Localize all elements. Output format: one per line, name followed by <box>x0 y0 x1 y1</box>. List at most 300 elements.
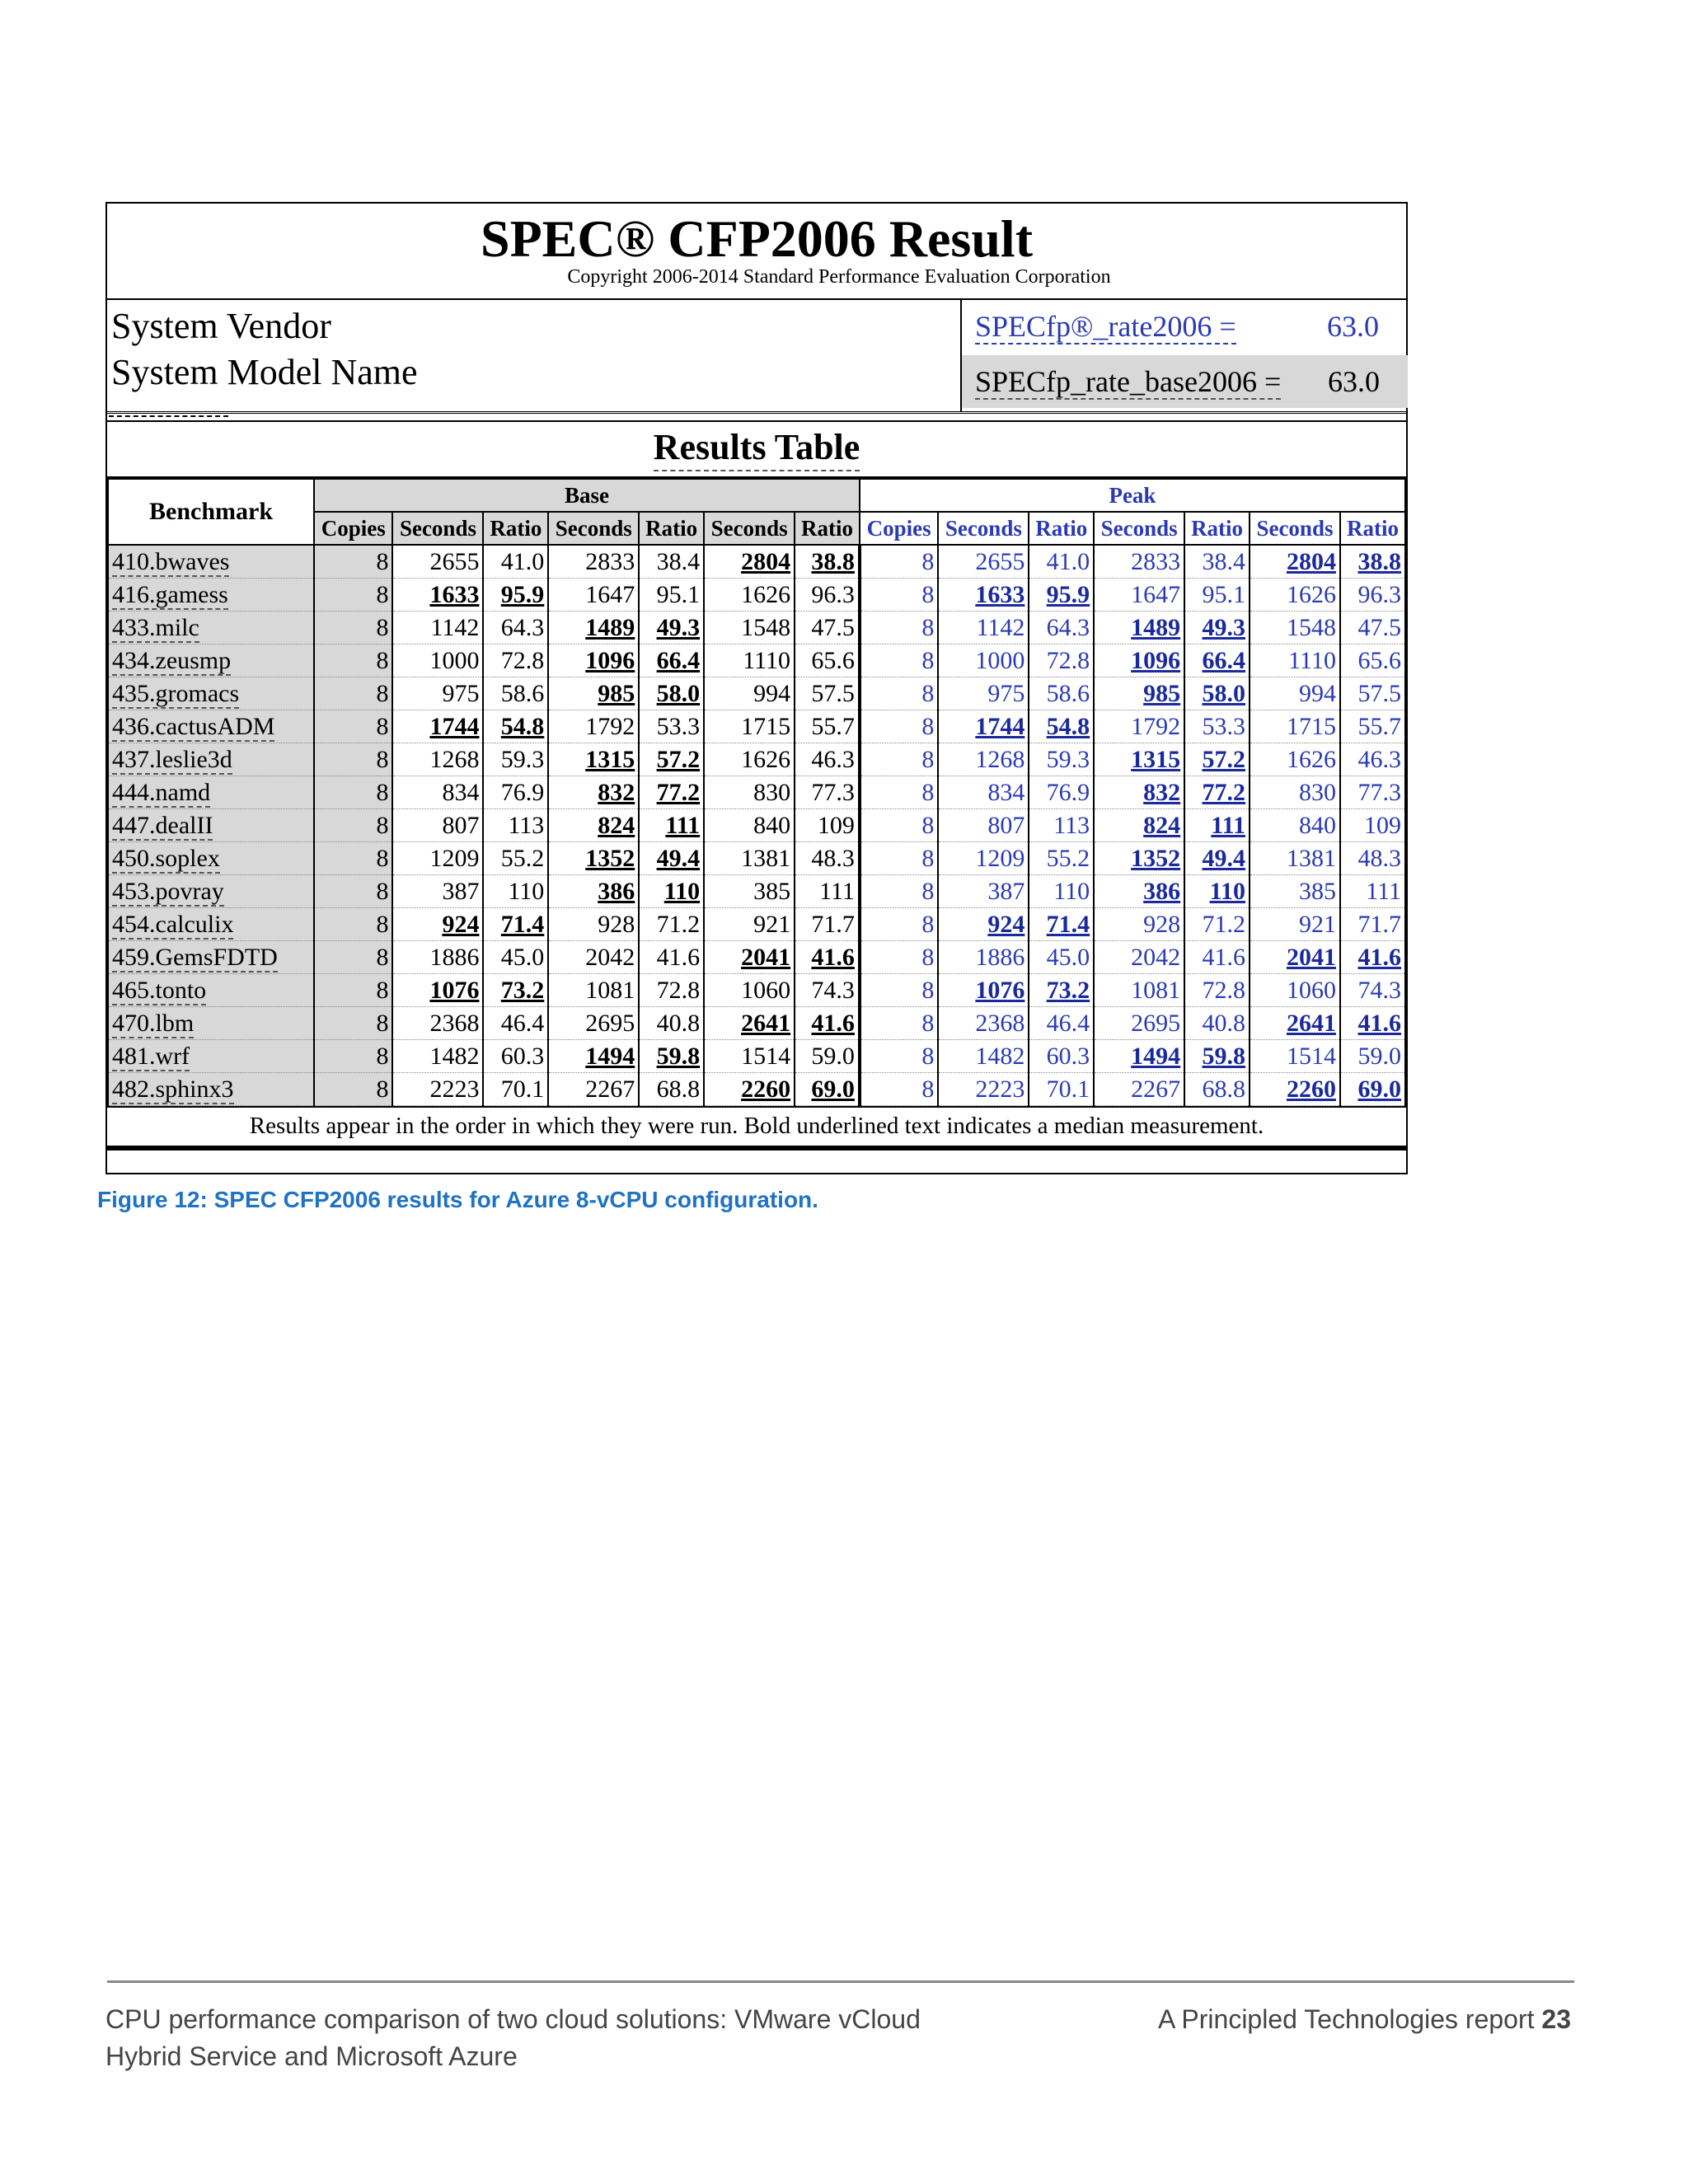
base-ratio-run3: 41.6 <box>795 1007 860 1040</box>
base-copies: 8 <box>314 941 392 974</box>
benchmark-link: 434.zeusmp <box>112 647 232 674</box>
base-seconds-run1: 1886 <box>392 941 483 974</box>
base-ratio-run1: 46.4 <box>483 1007 548 1040</box>
benchmark-name <box>108 875 314 908</box>
peak-header: Peak <box>860 479 1405 512</box>
base-ratio-run3: 41.6 <box>795 941 860 974</box>
metric-base <box>962 355 1408 408</box>
peak-copies: 8 <box>860 941 938 974</box>
peak-copies: 8 <box>860 776 938 809</box>
base-seconds-run2: 1489 <box>548 612 639 644</box>
metric-peak-value: 63.0 <box>1327 310 1379 343</box>
peak-subheader-3: Seconds <box>1094 512 1184 545</box>
base-ratio-run1: 60.3 <box>483 1040 548 1073</box>
base-ratio-run3: 55.7 <box>795 710 860 743</box>
peak-seconds-run3: 1626 <box>1250 579 1340 612</box>
metric-base-value: 63.0 <box>1328 365 1380 398</box>
benchmark-name <box>108 612 314 644</box>
base-ratio-run2: 41.6 <box>639 941 704 974</box>
peak-ratio-run3: 38.8 <box>1340 545 1405 579</box>
base-copies: 8 <box>314 908 392 941</box>
base-ratio-run2: 49.3 <box>639 612 704 644</box>
peak-ratio-run3: 41.6 <box>1340 941 1405 974</box>
base-seconds-run2: 1792 <box>548 710 639 743</box>
peak-seconds-run2: 1489 <box>1094 612 1184 644</box>
benchmark-name <box>108 1040 314 1073</box>
peak-copies: 8 <box>860 1007 938 1040</box>
section-gap <box>107 414 1406 420</box>
system-labels <box>111 303 418 396</box>
table-row <box>108 1073 1405 1106</box>
base-copies: 8 <box>314 776 392 809</box>
base-ratio-run3: 96.3 <box>795 579 860 612</box>
table-row <box>108 545 1405 579</box>
peak-ratio-run3: 69.0 <box>1340 1073 1405 1106</box>
peak-seconds-run2: 1792 <box>1094 710 1184 743</box>
base-seconds-run1: 1000 <box>392 644 483 677</box>
base-seconds-run2: 928 <box>548 908 639 941</box>
base-ratio-run1: 113 <box>483 809 548 842</box>
peak-seconds-run1: 1000 <box>938 644 1029 677</box>
peak-copies: 8 <box>860 1073 938 1106</box>
peak-seconds-run3: 1110 <box>1250 644 1340 677</box>
peak-copies: 8 <box>860 974 938 1007</box>
base-copies: 8 <box>314 875 392 908</box>
base-ratio-run2: 58.0 <box>639 677 704 710</box>
peak-seconds-run1: 2368 <box>938 1007 1029 1040</box>
peak-ratio-run3: 65.6 <box>1340 644 1405 677</box>
table-row <box>108 842 1405 875</box>
peak-ratio-run3: 46.3 <box>1340 743 1405 776</box>
peak-ratio-run1: 45.0 <box>1029 941 1094 974</box>
peak-ratio-run2: 66.4 <box>1184 644 1250 677</box>
benchmark-name <box>108 710 314 743</box>
base-ratio-run2: 95.1 <box>639 579 704 612</box>
benchmark-link: 450.soplex <box>112 845 220 872</box>
peak-ratio-run3: 96.3 <box>1340 579 1405 612</box>
base-seconds-run3: 830 <box>704 776 795 809</box>
base-seconds-run1: 807 <box>392 809 483 842</box>
peak-seconds-run3: 2260 <box>1250 1073 1340 1106</box>
metric-peak <box>975 300 1395 353</box>
peak-copies: 8 <box>860 809 938 842</box>
peak-seconds-run1: 387 <box>938 875 1029 908</box>
base-seconds-run3: 1626 <box>704 579 795 612</box>
base-seconds-run2: 386 <box>548 875 639 908</box>
table-row <box>108 776 1405 809</box>
peak-ratio-run2: 57.2 <box>1184 743 1250 776</box>
base-ratio-run1: 70.1 <box>483 1073 548 1106</box>
benchmark-link: 482.sphinx3 <box>112 1076 234 1103</box>
peak-copies: 8 <box>860 677 938 710</box>
benchmark-name <box>108 974 314 1007</box>
benchmark-link: 465.tonto <box>112 977 207 1004</box>
base-ratio-run1: 58.6 <box>483 677 548 710</box>
peak-ratio-run1: 70.1 <box>1029 1073 1094 1106</box>
base-ratio-run1: 73.2 <box>483 974 548 1007</box>
peak-seconds-run3: 830 <box>1250 776 1340 809</box>
peak-seconds-run1: 1268 <box>938 743 1029 776</box>
peak-ratio-run1: 60.3 <box>1029 1040 1094 1073</box>
peak-seconds-run1: 975 <box>938 677 1029 710</box>
peak-copies: 8 <box>860 612 938 644</box>
benchmark-link: 447.dealII <box>112 812 213 839</box>
peak-seconds-run2: 832 <box>1094 776 1184 809</box>
table-row <box>108 743 1405 776</box>
peak-copies: 8 <box>860 743 938 776</box>
base-seconds-run3: 1548 <box>704 612 795 644</box>
base-copies: 8 <box>314 579 392 612</box>
base-copies: 8 <box>314 710 392 743</box>
peak-seconds-run3: 921 <box>1250 908 1340 941</box>
peak-seconds-run3: 2041 <box>1250 941 1340 974</box>
base-ratio-run3: 57.5 <box>795 677 860 710</box>
peak-ratio-run2: 59.8 <box>1184 1040 1250 1073</box>
base-seconds-run2: 824 <box>548 809 639 842</box>
table-row <box>108 644 1405 677</box>
table-row <box>108 1040 1405 1073</box>
base-ratio-run3: 111 <box>795 875 860 908</box>
metrics-panel <box>960 300 1408 411</box>
base-ratio-run3: 71.7 <box>795 908 860 941</box>
base-ratio-run3: 48.3 <box>795 842 860 875</box>
peak-ratio-run2: 58.0 <box>1184 677 1250 710</box>
benchmark-link: 454.calculix <box>112 911 234 938</box>
base-ratio-run1: 54.8 <box>483 710 548 743</box>
peak-ratio-run2: 72.8 <box>1184 974 1250 1007</box>
base-copies: 8 <box>314 1040 392 1073</box>
peak-seconds-run3: 385 <box>1250 875 1340 908</box>
base-ratio-run1: 55.2 <box>483 842 548 875</box>
base-seconds-run3: 1626 <box>704 743 795 776</box>
peak-ratio-run3: 41.6 <box>1340 1007 1405 1040</box>
base-seconds-run3: 1110 <box>704 644 795 677</box>
base-ratio-run2: 53.3 <box>639 710 704 743</box>
base-seconds-run3: 2641 <box>704 1007 795 1040</box>
benchmark-name <box>108 1007 314 1040</box>
peak-seconds-run1: 1886 <box>938 941 1029 974</box>
benchmark-name <box>108 644 314 677</box>
table-row <box>108 710 1405 743</box>
peak-ratio-run2: 41.6 <box>1184 941 1250 974</box>
benchmark-link: 436.cactusADM <box>112 713 275 740</box>
footer-rule <box>107 1980 1574 1983</box>
base-copies: 8 <box>314 1073 392 1106</box>
base-seconds-run2: 1096 <box>548 644 639 677</box>
peak-ratio-run3: 111 <box>1340 875 1405 908</box>
peak-seconds-run2: 1081 <box>1094 974 1184 1007</box>
peak-seconds-run2: 824 <box>1094 809 1184 842</box>
peak-ratio-run3: 71.7 <box>1340 908 1405 941</box>
base-ratio-run1: 41.0 <box>483 545 548 579</box>
base-seconds-run1: 387 <box>392 875 483 908</box>
base-ratio-run2: 110 <box>639 875 704 908</box>
benchmark-link: 437.leslie3d <box>112 746 232 773</box>
base-ratio-run2: 59.8 <box>639 1040 704 1073</box>
base-seconds-run2: 2833 <box>548 545 639 579</box>
peak-seconds-run2: 985 <box>1094 677 1184 710</box>
peak-seconds-run1: 924 <box>938 908 1029 941</box>
base-ratio-run2: 38.4 <box>639 545 704 579</box>
peak-seconds-run1: 834 <box>938 776 1029 809</box>
peak-copies: 8 <box>860 908 938 941</box>
table-row <box>108 1007 1405 1040</box>
base-seconds-run2: 1494 <box>548 1040 639 1073</box>
spec-copyright: Copyright 2006-2014 Standard Performance Evaluation Corporation <box>567 266 1111 288</box>
peak-subheader-6: Ratio <box>1340 512 1405 545</box>
benchmark-link: 481.wrf <box>112 1043 190 1070</box>
table-row <box>108 941 1405 974</box>
benchmark-link: 453.povray <box>112 878 224 905</box>
base-seconds-run2: 2267 <box>548 1073 639 1106</box>
peak-seconds-run2: 2042 <box>1094 941 1184 974</box>
table-row <box>108 974 1405 1007</box>
base-copies: 8 <box>314 612 392 644</box>
base-seconds-run3: 385 <box>704 875 795 908</box>
peak-seconds-run2: 1494 <box>1094 1040 1184 1073</box>
peak-ratio-run2: 95.1 <box>1184 579 1250 612</box>
benchmark-link: 410.bwaves <box>112 548 230 575</box>
peak-ratio-run1: 71.4 <box>1029 908 1094 941</box>
base-ratio-run1: 64.3 <box>483 612 548 644</box>
benchmark-link: 416.gamess <box>112 581 228 608</box>
peak-ratio-run1: 73.2 <box>1029 974 1094 1007</box>
footer-report-text: A Principled Technologies report <box>1157 2004 1535 2034</box>
base-ratio-run3: 47.5 <box>795 612 860 644</box>
base-subheader-5: Seconds <box>704 512 795 545</box>
peak-ratio-run1: 76.9 <box>1029 776 1094 809</box>
benchmark-link: 444.namd <box>112 779 211 806</box>
base-seconds-run1: 1482 <box>392 1040 483 1073</box>
metric-peak-label: SPECfp®_rate2006 = <box>975 310 1236 343</box>
base-seconds-run1: 1076 <box>392 974 483 1007</box>
table-row <box>108 579 1405 612</box>
base-subheader-3: Seconds <box>548 512 639 545</box>
base-seconds-run3: 921 <box>704 908 795 941</box>
figure-caption: Figure 12: SPEC CFP2006 results for Azure 8-vCPU configuration. <box>97 1187 818 1212</box>
peak-ratio-run1: 46.4 <box>1029 1007 1094 1040</box>
base-subheader-2: Ratio <box>483 512 548 545</box>
base-seconds-run2: 832 <box>548 776 639 809</box>
peak-copies: 8 <box>860 875 938 908</box>
base-seconds-run1: 924 <box>392 908 483 941</box>
base-seconds-run2: 1647 <box>548 579 639 612</box>
peak-seconds-run3: 1626 <box>1250 743 1340 776</box>
benchmark-name <box>108 579 314 612</box>
base-seconds-run2: 985 <box>548 677 639 710</box>
base-seconds-run3: 2260 <box>704 1073 795 1106</box>
results-title: Results Table <box>654 425 860 471</box>
table-row <box>108 677 1405 710</box>
peak-ratio-run2: 38.4 <box>1184 545 1250 579</box>
base-seconds-run1: 1633 <box>392 579 483 612</box>
peak-seconds-run2: 1352 <box>1094 842 1184 875</box>
base-seconds-run3: 1381 <box>704 842 795 875</box>
peak-ratio-run2: 40.8 <box>1184 1007 1250 1040</box>
base-subheader-6: Ratio <box>795 512 860 545</box>
peak-subheader-1: Seconds <box>938 512 1029 545</box>
peak-ratio-run3: 77.3 <box>1340 776 1405 809</box>
base-seconds-run3: 840 <box>704 809 795 842</box>
base-ratio-run1: 72.8 <box>483 644 548 677</box>
peak-ratio-run1: 110 <box>1029 875 1094 908</box>
peak-seconds-run1: 1482 <box>938 1040 1029 1073</box>
benchmark-name <box>108 941 314 974</box>
benchmark-name <box>108 809 314 842</box>
peak-ratio-run1: 54.8 <box>1029 710 1094 743</box>
peak-seconds-run2: 1315 <box>1094 743 1184 776</box>
benchmark-header: Benchmark <box>108 479 314 545</box>
base-ratio-run1: 110 <box>483 875 548 908</box>
peak-copies: 8 <box>860 710 938 743</box>
base-seconds-run1: 834 <box>392 776 483 809</box>
peak-ratio-run1: 113 <box>1029 809 1094 842</box>
base-ratio-run1: 76.9 <box>483 776 548 809</box>
peak-seconds-run3: 2804 <box>1250 545 1340 579</box>
base-ratio-run2: 57.2 <box>639 743 704 776</box>
base-seconds-run1: 2655 <box>392 545 483 579</box>
benchmark-link: 470.lbm <box>112 1010 195 1037</box>
base-ratio-run2: 68.8 <box>639 1073 704 1106</box>
base-seconds-run1: 1744 <box>392 710 483 743</box>
base-seconds-run3: 994 <box>704 677 795 710</box>
peak-seconds-run3: 1514 <box>1250 1040 1340 1073</box>
peak-copies: 8 <box>860 579 938 612</box>
base-seconds-run3: 1060 <box>704 974 795 1007</box>
base-seconds-run2: 2042 <box>548 941 639 974</box>
base-copies: 8 <box>314 974 392 1007</box>
base-copies: 8 <box>314 677 392 710</box>
base-seconds-run1: 2223 <box>392 1073 483 1106</box>
base-seconds-run2: 2695 <box>548 1007 639 1040</box>
peak-ratio-run1: 41.0 <box>1029 545 1094 579</box>
peak-ratio-run1: 95.9 <box>1029 579 1094 612</box>
base-ratio-run3: 74.3 <box>795 974 860 1007</box>
peak-ratio-run2: 68.8 <box>1184 1073 1250 1106</box>
table-row <box>108 809 1405 842</box>
peak-seconds-run3: 840 <box>1250 809 1340 842</box>
base-ratio-run1: 95.9 <box>483 579 548 612</box>
base-copies: 8 <box>314 809 392 842</box>
base-seconds-run3: 2041 <box>704 941 795 974</box>
peak-seconds-run1: 1744 <box>938 710 1029 743</box>
peak-copies: 8 <box>860 1040 938 1073</box>
base-ratio-run3: 65.6 <box>795 644 860 677</box>
base-copies: 8 <box>314 743 392 776</box>
benchmark-name <box>108 677 314 710</box>
base-ratio-run3: 109 <box>795 809 860 842</box>
benchmark-link: 435.gromacs <box>112 680 240 707</box>
peak-seconds-run2: 1647 <box>1094 579 1184 612</box>
peak-seconds-run1: 1076 <box>938 974 1029 1007</box>
base-ratio-run3: 77.3 <box>795 776 860 809</box>
peak-ratio-run2: 71.2 <box>1184 908 1250 941</box>
results-footnote: Results appear in the order in which they were run. Bold underlined text indicates a median measurement. <box>107 1106 1406 1151</box>
base-seconds-run2: 1352 <box>548 842 639 875</box>
dashed-divider <box>109 415 228 417</box>
base-seconds-run2: 1081 <box>548 974 639 1007</box>
results-table <box>107 478 1406 1106</box>
peak-seconds-run1: 2223 <box>938 1073 1029 1106</box>
peak-seconds-run3: 1715 <box>1250 710 1340 743</box>
benchmark-name <box>108 776 314 809</box>
peak-ratio-run3: 57.5 <box>1340 677 1405 710</box>
peak-seconds-run2: 928 <box>1094 908 1184 941</box>
peak-seconds-run3: 1548 <box>1250 612 1340 644</box>
peak-ratio-run3: 47.5 <box>1340 612 1405 644</box>
base-ratio-run2: 111 <box>639 809 704 842</box>
base-ratio-run1: 45.0 <box>483 941 548 974</box>
benchmark-link: 459.GemsFDTD <box>112 944 278 971</box>
peak-seconds-run1: 807 <box>938 809 1029 842</box>
spec-title: SPEC® CFP2006 Result <box>480 209 1034 268</box>
base-ratio-run3: 69.0 <box>795 1073 860 1106</box>
peak-seconds-run3: 2641 <box>1250 1007 1340 1040</box>
base-copies: 8 <box>314 842 392 875</box>
benchmark-name <box>108 1073 314 1106</box>
peak-ratio-run3: 48.3 <box>1340 842 1405 875</box>
peak-ratio-run1: 59.3 <box>1029 743 1094 776</box>
peak-seconds-run2: 1096 <box>1094 644 1184 677</box>
peak-seconds-run2: 2695 <box>1094 1007 1184 1040</box>
peak-ratio-run1: 72.8 <box>1029 644 1094 677</box>
base-ratio-run1: 59.3 <box>483 743 548 776</box>
system-vendor-label: System Vendor <box>111 306 331 346</box>
peak-ratio-run2: 110 <box>1184 875 1250 908</box>
base-ratio-run3: 38.8 <box>795 545 860 579</box>
base-ratio-run2: 49.4 <box>639 842 704 875</box>
peak-seconds-run2: 2267 <box>1094 1073 1184 1106</box>
system-model-label: System Model Name <box>111 352 418 392</box>
peak-ratio-run3: 55.7 <box>1340 710 1405 743</box>
metric-base-label: SPECfp_rate_base2006 = <box>975 365 1282 398</box>
peak-ratio-run3: 74.3 <box>1340 974 1405 1007</box>
base-seconds-run3: 2804 <box>704 545 795 579</box>
footer-left-text: CPU performance comparison of two cloud solutions: VMware vCloud Hybrid Service and Microsoft Azure <box>106 2004 921 2071</box>
footer-right <box>1158 2001 1571 2038</box>
base-seconds-run1: 2368 <box>392 1007 483 1040</box>
benchmark-link: 433.milc <box>112 614 199 641</box>
system-info-area <box>107 300 1406 414</box>
results-title-row <box>107 420 1406 478</box>
base-seconds-run2: 1315 <box>548 743 639 776</box>
peak-ratio-run2: 49.3 <box>1184 612 1250 644</box>
peak-ratio-run3: 59.0 <box>1340 1040 1405 1073</box>
base-seconds-run3: 1715 <box>704 710 795 743</box>
peak-copies: 8 <box>860 644 938 677</box>
base-header: Base <box>314 479 860 512</box>
peak-ratio-run1: 55.2 <box>1029 842 1094 875</box>
peak-copies: 8 <box>860 545 938 579</box>
peak-ratio-run2: 111 <box>1184 809 1250 842</box>
base-ratio-run2: 77.2 <box>639 776 704 809</box>
peak-subheader-2: Ratio <box>1029 512 1094 545</box>
base-seconds-run1: 1268 <box>392 743 483 776</box>
benchmark-name <box>108 545 314 579</box>
base-seconds-run1: 1209 <box>392 842 483 875</box>
base-ratio-run2: 72.8 <box>639 974 704 1007</box>
base-ratio-run1: 71.4 <box>483 908 548 941</box>
peak-ratio-run1: 64.3 <box>1029 612 1094 644</box>
base-copies: 8 <box>314 545 392 579</box>
peak-seconds-run2: 2833 <box>1094 545 1184 579</box>
peak-ratio-run2: 49.4 <box>1184 842 1250 875</box>
peak-seconds-run2: 386 <box>1094 875 1184 908</box>
base-ratio-run3: 46.3 <box>795 743 860 776</box>
base-ratio-run3: 59.0 <box>795 1040 860 1073</box>
peak-subheader-0: Copies <box>860 512 938 545</box>
peak-seconds-run1: 1633 <box>938 579 1029 612</box>
